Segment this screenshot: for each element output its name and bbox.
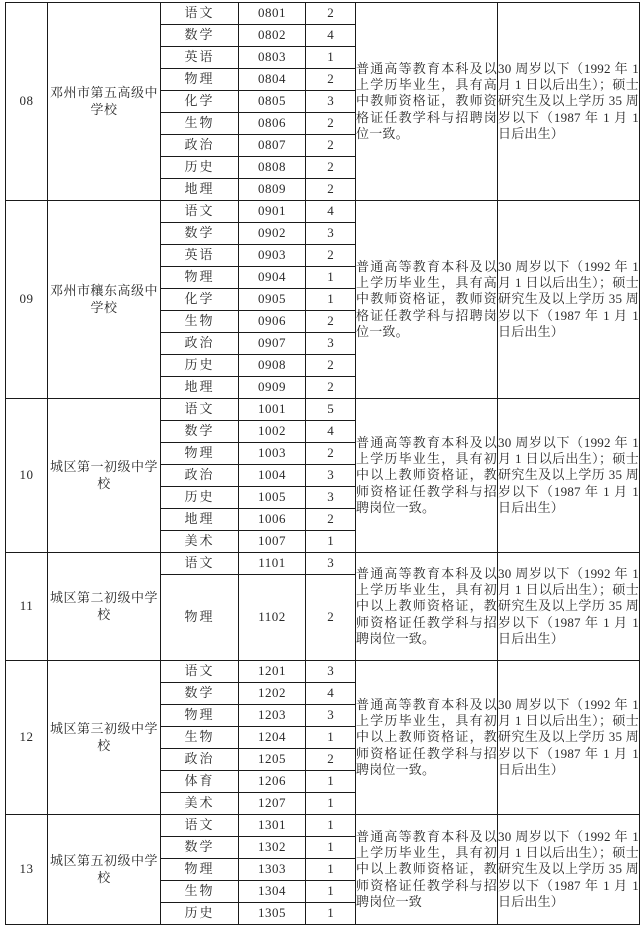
employer-school-name: 城区第五初级中学校 <box>48 815 161 925</box>
headcount-cell: 1 <box>306 289 356 311</box>
headcount-cell: 4 <box>306 683 356 705</box>
headcount-cell: 2 <box>306 749 356 771</box>
age-requirement-cell: 30 周岁以下（1992 年 1 月 1 日以后出生）；硕士研究生及以上学历 35 周岁以下（1987 年 1 月 1 日后出生） <box>498 3 640 201</box>
headcount-cell: 3 <box>306 91 356 113</box>
position-code-cell: 1203 <box>239 705 306 727</box>
table-row <box>6 661 640 683</box>
subject-cell: 政治 <box>161 465 239 487</box>
headcount-cell: 3 <box>306 705 356 727</box>
subject-cell: 语文 <box>161 399 239 421</box>
position-code-cell: 1304 <box>239 881 306 903</box>
position-code-cell: 1005 <box>239 487 306 509</box>
headcount-cell: 1 <box>306 859 356 881</box>
subject-cell: 物理 <box>161 267 239 289</box>
headcount-cell: 2 <box>306 509 356 531</box>
employer-school-name: 邓州市第五高级中学校 <box>48 3 161 201</box>
group-serial-number: 13 <box>6 815 48 925</box>
employer-school-name: 城区第三初级中学校 <box>48 661 161 815</box>
headcount-cell: 2 <box>306 377 356 399</box>
headcount-cell: 2 <box>306 157 356 179</box>
position-code-cell: 0807 <box>239 135 306 157</box>
subject-cell: 物理 <box>161 705 239 727</box>
position-code-cell: 1202 <box>239 683 306 705</box>
headcount-cell: 2 <box>306 245 356 267</box>
headcount-cell: 4 <box>306 201 356 223</box>
headcount-cell: 2 <box>306 179 356 201</box>
headcount-cell: 1 <box>306 903 356 925</box>
subject-cell: 政治 <box>161 749 239 771</box>
subject-cell: 数学 <box>161 25 239 47</box>
age-requirement-cell: 30 周岁以下（1992 年 1 月 1 日以后出生）；硕士研究生及以上学历 35 周岁以下（1987 年 1 月 1 日后出生） <box>498 815 640 925</box>
subject-cell: 生物 <box>161 881 239 903</box>
subject-cell: 美术 <box>161 793 239 815</box>
headcount-cell: 1 <box>306 793 356 815</box>
group-serial-number: 12 <box>6 661 48 815</box>
qualification-requirement-cell: 普通高等教育本科及以上学历毕业生，具有初中以上教师资格证，教师资格证任教学科与招聘岗位一致。 <box>356 553 498 661</box>
headcount-cell: 3 <box>306 487 356 509</box>
table-row <box>6 3 640 25</box>
subject-cell: 地理 <box>161 509 239 531</box>
subject-cell: 历史 <box>161 487 239 509</box>
position-code-cell: 0804 <box>239 69 306 91</box>
position-code-cell: 0908 <box>239 355 306 377</box>
headcount-cell: 2 <box>306 135 356 157</box>
subject-cell: 历史 <box>161 157 239 179</box>
position-code-cell: 0905 <box>239 289 306 311</box>
position-code-cell: 0802 <box>239 25 306 47</box>
subject-cell: 物理 <box>161 69 239 91</box>
subject-cell: 化学 <box>161 289 239 311</box>
subject-cell: 数学 <box>161 837 239 859</box>
position-code-cell: 0901 <box>239 201 306 223</box>
position-code-cell: 0809 <box>239 179 306 201</box>
position-code-cell: 0801 <box>239 3 306 25</box>
position-code-cell: 1102 <box>239 575 306 661</box>
position-code-cell: 0903 <box>239 245 306 267</box>
qualification-requirement-cell: 普通高等教育本科及以上学历毕业生，具有高中教师资格证，教师资格证任教学科与招聘岗位一致。 <box>356 201 498 399</box>
age-requirement-cell: 30 周岁以下（1992 年 1 月 1 日以后出生）；硕士研究生及以上学历 35 周岁以下（1987 年 1 月 1 日后出生） <box>498 661 640 815</box>
group-serial-number: 08 <box>6 3 48 201</box>
subject-cell: 生物 <box>161 113 239 135</box>
position-code-cell: 1007 <box>239 531 306 553</box>
subject-cell: 美术 <box>161 531 239 553</box>
position-code-cell: 1201 <box>239 661 306 683</box>
position-code-cell: 1004 <box>239 465 306 487</box>
position-code-cell: 1003 <box>239 443 306 465</box>
headcount-cell: 2 <box>306 69 356 91</box>
age-requirement-cell: 30 周岁以下（1992 年 1 月 1 日以后出生）；硕士研究生及以上学历 35 周岁以下（1987 年 1 月 1 日后出生） <box>498 399 640 553</box>
subject-cell: 化学 <box>161 91 239 113</box>
qualification-requirement-cell: 普通高等教育本科及以上学历毕业生，具有初中以上教师资格证，教师资格证任教学科与招聘岗位一致。 <box>356 399 498 553</box>
headcount-cell: 5 <box>306 399 356 421</box>
headcount-cell: 3 <box>306 553 356 575</box>
employer-school-name: 邓州市穰东高级中学校 <box>48 201 161 399</box>
table-row <box>6 399 640 421</box>
headcount-cell: 4 <box>306 421 356 443</box>
headcount-cell: 3 <box>306 223 356 245</box>
subject-cell: 体育 <box>161 771 239 793</box>
position-code-cell: 1207 <box>239 793 306 815</box>
position-code-cell: 1205 <box>239 749 306 771</box>
headcount-cell: 1 <box>306 771 356 793</box>
table-row <box>6 201 640 223</box>
subject-cell: 历史 <box>161 903 239 925</box>
position-code-cell: 1101 <box>239 553 306 575</box>
subject-cell: 生物 <box>161 311 239 333</box>
headcount-cell: 3 <box>306 465 356 487</box>
position-code-cell: 0907 <box>239 333 306 355</box>
headcount-cell: 2 <box>306 355 356 377</box>
subject-cell: 物理 <box>161 859 239 881</box>
subject-cell: 英语 <box>161 245 239 267</box>
position-code-cell: 1206 <box>239 771 306 793</box>
position-code-cell: 0902 <box>239 223 306 245</box>
subject-cell: 语文 <box>161 815 239 837</box>
subject-cell: 地理 <box>161 179 239 201</box>
subject-cell: 数学 <box>161 421 239 443</box>
headcount-cell: 1 <box>306 881 356 903</box>
position-code-cell: 1302 <box>239 837 306 859</box>
headcount-cell: 3 <box>306 333 356 355</box>
table-row <box>6 815 640 837</box>
headcount-cell: 2 <box>306 113 356 135</box>
headcount-cell: 1 <box>306 815 356 837</box>
age-requirement-cell: 30 周岁以下（1992 年 1 月 1 日以后出生）；硕士研究生及以上学历 35 周岁以下（1987 年 1 月 1 日后出生） <box>498 201 640 399</box>
employer-school-name: 城区第二初级中学校 <box>48 553 161 661</box>
position-code-cell: 0803 <box>239 47 306 69</box>
headcount-cell: 4 <box>306 25 356 47</box>
subject-cell: 数学 <box>161 683 239 705</box>
subject-cell: 政治 <box>161 135 239 157</box>
table-body <box>6 3 640 925</box>
headcount-cell: 2 <box>306 311 356 333</box>
position-code-cell: 0904 <box>239 267 306 289</box>
subject-cell: 物理 <box>161 575 239 661</box>
position-code-cell: 1305 <box>239 903 306 925</box>
subject-cell: 语文 <box>161 3 239 25</box>
headcount-cell: 1 <box>306 531 356 553</box>
subject-cell: 英语 <box>161 47 239 69</box>
position-code-cell: 0805 <box>239 91 306 113</box>
subject-cell: 语文 <box>161 201 239 223</box>
position-code-cell: 1303 <box>239 859 306 881</box>
recruitment-table <box>5 2 640 925</box>
position-code-cell: 0808 <box>239 157 306 179</box>
subject-cell: 物理 <box>161 443 239 465</box>
subject-cell: 历史 <box>161 355 239 377</box>
position-code-cell: 0909 <box>239 377 306 399</box>
subject-cell: 数学 <box>161 223 239 245</box>
subject-cell: 生物 <box>161 727 239 749</box>
headcount-cell: 1 <box>306 47 356 69</box>
qualification-requirement-cell: 普通高等教育本科及以上学历毕业生，具有初中以上教师资格证，教师资格证任教学科与招聘岗位一致 <box>356 815 498 925</box>
headcount-cell: 2 <box>306 3 356 25</box>
headcount-cell: 2 <box>306 443 356 465</box>
subject-cell: 语文 <box>161 553 239 575</box>
position-code-cell: 0806 <box>239 113 306 135</box>
position-code-cell: 1204 <box>239 727 306 749</box>
headcount-cell: 2 <box>306 575 356 661</box>
headcount-cell: 1 <box>306 267 356 289</box>
qualification-requirement-cell: 普通高等教育本科及以上学历毕业生，具有初中以上教师资格证，教师资格证任教学科与招聘岗位一致。 <box>356 661 498 815</box>
subject-cell: 地理 <box>161 377 239 399</box>
position-code-cell: 1006 <box>239 509 306 531</box>
position-code-cell: 0906 <box>239 311 306 333</box>
group-serial-number: 10 <box>6 399 48 553</box>
group-serial-number: 11 <box>6 553 48 661</box>
headcount-cell: 3 <box>306 661 356 683</box>
employer-school-name: 城区第一初级中学校 <box>48 399 161 553</box>
subject-cell: 政治 <box>161 333 239 355</box>
subject-cell: 语文 <box>161 661 239 683</box>
headcount-cell: 1 <box>306 727 356 749</box>
position-code-cell: 1001 <box>239 399 306 421</box>
table-row <box>6 553 640 575</box>
headcount-cell: 1 <box>306 837 356 859</box>
qualification-requirement-cell: 普通高等教育本科及以上学历毕业生，具有高中教师资格证，教师资格证任教学科与招聘岗位一致。 <box>356 3 498 201</box>
position-code-cell: 1002 <box>239 421 306 443</box>
age-requirement-cell: 30 周岁以下（1992 年 1 月 1 日以后出生）；硕士研究生及以上学历 35 周岁以下（1987 年 1 月 1 日后出生） <box>498 553 640 661</box>
group-serial-number: 09 <box>6 201 48 399</box>
position-code-cell: 1301 <box>239 815 306 837</box>
